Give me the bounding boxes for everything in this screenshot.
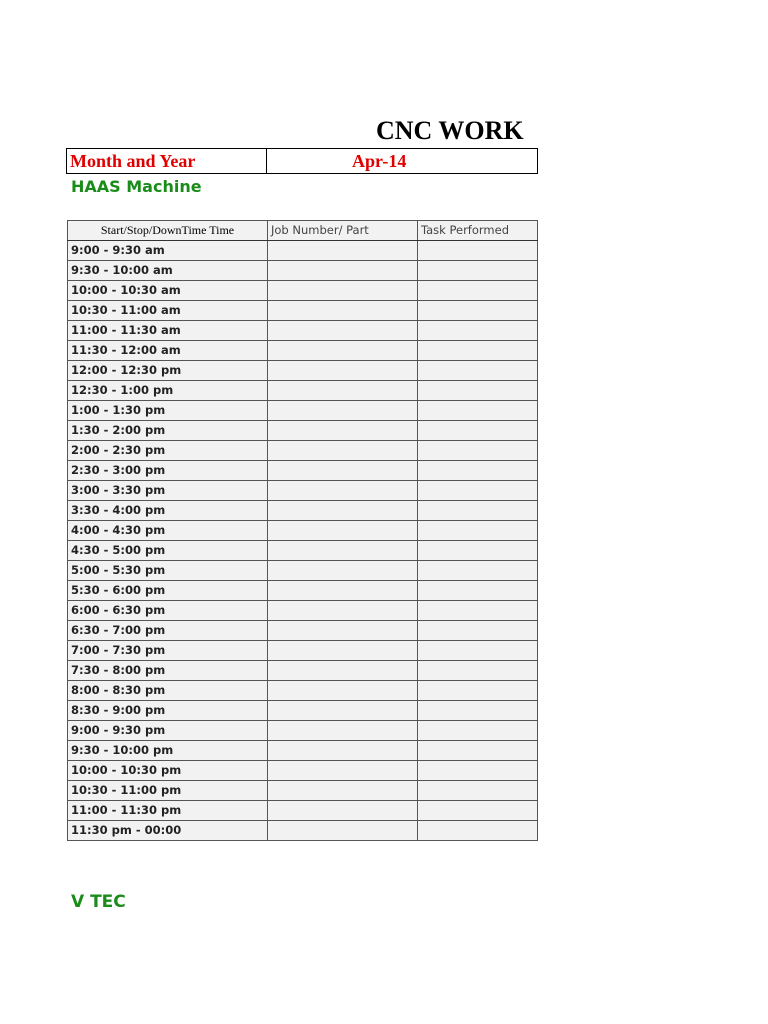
- month-year-label: Month and Year: [67, 149, 267, 174]
- job-number-cell[interactable]: [268, 521, 418, 541]
- task-performed-cell[interactable]: [418, 381, 538, 401]
- table-row: [68, 381, 538, 401]
- table-row: [68, 641, 538, 661]
- task-performed-cell[interactable]: [418, 301, 538, 321]
- table-row: [68, 241, 538, 261]
- column-header-job: Job Number/ Part: [268, 221, 418, 241]
- task-performed-cell[interactable]: [418, 801, 538, 821]
- vtec-machine-heading: V TEC: [71, 892, 126, 912]
- task-performed-cell[interactable]: [418, 661, 538, 681]
- job-number-cell[interactable]: [268, 701, 418, 721]
- table-row: [68, 501, 538, 521]
- task-performed-cell[interactable]: [418, 521, 538, 541]
- table-row: [68, 561, 538, 581]
- table-row: [68, 741, 538, 761]
- time-slot-cell: 11:00 - 11:30 pm: [68, 801, 268, 821]
- table-row: [68, 581, 538, 601]
- task-performed-cell[interactable]: [418, 261, 538, 281]
- table-header-row: [68, 221, 538, 241]
- time-slot-cell: 3:00 - 3:30 pm: [68, 481, 268, 501]
- table-row: [68, 301, 538, 321]
- work-log-body: [68, 241, 538, 841]
- time-slot-cell: 9:00 - 9:30 am: [68, 241, 268, 261]
- job-number-cell[interactable]: [268, 261, 418, 281]
- table-row: [68, 261, 538, 281]
- job-number-cell[interactable]: [268, 461, 418, 481]
- task-performed-cell[interactable]: [418, 601, 538, 621]
- time-slot-cell: 11:30 - 12:00 am: [68, 341, 268, 361]
- job-number-cell[interactable]: [268, 581, 418, 601]
- time-slot-cell: 9:30 - 10:00 am: [68, 261, 268, 281]
- table-row: [68, 421, 538, 441]
- table-row: [68, 281, 538, 301]
- job-number-cell[interactable]: [268, 481, 418, 501]
- job-number-cell[interactable]: [268, 741, 418, 761]
- table-row: [68, 401, 538, 421]
- task-performed-cell[interactable]: [418, 641, 538, 661]
- time-slot-cell: 9:00 - 9:30 pm: [68, 721, 268, 741]
- table-row: [68, 801, 538, 821]
- time-slot-cell: 9:30 - 10:00 pm: [68, 741, 268, 761]
- task-performed-cell[interactable]: [418, 581, 538, 601]
- time-slot-cell: 3:30 - 4:00 pm: [68, 501, 268, 521]
- job-number-cell[interactable]: [268, 781, 418, 801]
- table-row: [68, 721, 538, 741]
- time-slot-cell: 10:30 - 11:00 pm: [68, 781, 268, 801]
- table-row: [68, 701, 538, 721]
- task-performed-cell[interactable]: [418, 421, 538, 441]
- task-performed-cell[interactable]: [418, 361, 538, 381]
- job-number-cell[interactable]: [268, 421, 418, 441]
- time-slot-cell: 10:30 - 11:00 am: [68, 301, 268, 321]
- table-row: [68, 821, 538, 841]
- job-number-cell[interactable]: [268, 621, 418, 641]
- task-performed-cell[interactable]: [418, 761, 538, 781]
- month-year-table: [66, 148, 538, 174]
- time-slot-cell: 8:30 - 9:00 pm: [68, 701, 268, 721]
- job-number-cell[interactable]: [268, 541, 418, 561]
- table-row: [68, 481, 538, 501]
- haas-machine-heading: HAAS Machine: [71, 177, 202, 196]
- task-performed-cell[interactable]: [418, 281, 538, 301]
- time-slot-cell: 6:00 - 6:30 pm: [68, 601, 268, 621]
- table-row: [68, 521, 538, 541]
- time-slot-cell: 4:00 - 4:30 pm: [68, 521, 268, 541]
- table-row: [68, 361, 538, 381]
- task-performed-cell[interactable]: [418, 341, 538, 361]
- job-number-cell[interactable]: [268, 721, 418, 741]
- task-performed-cell[interactable]: [418, 621, 538, 641]
- task-performed-cell[interactable]: [418, 701, 538, 721]
- time-slot-cell: 7:00 - 7:30 pm: [68, 641, 268, 661]
- table-row: [68, 441, 538, 461]
- work-log-table: [67, 220, 538, 841]
- job-number-cell[interactable]: [268, 341, 418, 361]
- time-slot-cell: 7:30 - 8:00 pm: [68, 661, 268, 681]
- task-performed-cell[interactable]: [418, 461, 538, 481]
- time-slot-cell: 10:00 - 10:30 pm: [68, 761, 268, 781]
- table-row: [68, 541, 538, 561]
- job-number-cell[interactable]: [268, 321, 418, 341]
- time-slot-cell: 6:30 - 7:00 pm: [68, 621, 268, 641]
- table-row: [68, 761, 538, 781]
- job-number-cell[interactable]: [268, 301, 418, 321]
- task-performed-cell[interactable]: [418, 741, 538, 761]
- job-number-cell[interactable]: [268, 501, 418, 521]
- table-row: [68, 341, 538, 361]
- time-slot-cell: 1:30 - 2:00 pm: [68, 421, 268, 441]
- time-slot-cell: 11:00 - 11:30 am: [68, 321, 268, 341]
- time-slot-cell: 4:30 - 5:00 pm: [68, 541, 268, 561]
- table-row: [68, 321, 538, 341]
- task-performed-cell[interactable]: [418, 241, 538, 261]
- task-performed-cell[interactable]: [418, 781, 538, 801]
- task-performed-cell[interactable]: [418, 441, 538, 461]
- job-number-cell[interactable]: [268, 761, 418, 781]
- column-header-task: Task Performed: [418, 221, 538, 241]
- time-slot-cell: 2:00 - 2:30 pm: [68, 441, 268, 461]
- table-row: [68, 681, 538, 701]
- job-number-cell[interactable]: [268, 801, 418, 821]
- time-slot-cell: 2:30 - 3:00 pm: [68, 461, 268, 481]
- month-year-value[interactable]: Apr-14: [267, 149, 538, 174]
- job-number-cell[interactable]: [268, 381, 418, 401]
- time-slot-cell: 10:00 - 10:30 am: [68, 281, 268, 301]
- task-performed-cell[interactable]: [418, 821, 538, 841]
- job-number-cell[interactable]: [268, 281, 418, 301]
- time-slot-cell: 8:00 - 8:30 pm: [68, 681, 268, 701]
- document-title: CNC WORK: [376, 116, 524, 145]
- time-slot-cell: 5:00 - 5:30 pm: [68, 561, 268, 581]
- job-number-cell[interactable]: [268, 661, 418, 681]
- job-number-cell[interactable]: [268, 601, 418, 621]
- task-performed-cell[interactable]: [418, 321, 538, 341]
- task-performed-cell[interactable]: [418, 541, 538, 561]
- job-number-cell[interactable]: [268, 561, 418, 581]
- task-performed-cell[interactable]: [418, 481, 538, 501]
- time-slot-cell: 11:30 pm - 00:00: [68, 821, 268, 841]
- column-header-time: Start/Stop/DownTime Time: [68, 221, 268, 241]
- job-number-cell[interactable]: [268, 821, 418, 841]
- job-number-cell[interactable]: [268, 681, 418, 701]
- table-row: [68, 621, 538, 641]
- task-performed-cell[interactable]: [418, 501, 538, 521]
- time-slot-cell: 1:00 - 1:30 pm: [68, 401, 268, 421]
- job-number-cell[interactable]: [268, 241, 418, 261]
- job-number-cell[interactable]: [268, 401, 418, 421]
- task-performed-cell[interactable]: [418, 401, 538, 421]
- job-number-cell[interactable]: [268, 641, 418, 661]
- job-number-cell[interactable]: [268, 441, 418, 461]
- table-row: [68, 461, 538, 481]
- table-row: [68, 601, 538, 621]
- table-row: [68, 661, 538, 681]
- month-year-row: [67, 149, 538, 174]
- task-performed-cell[interactable]: [418, 721, 538, 741]
- task-performed-cell[interactable]: [418, 681, 538, 701]
- table-row: [68, 781, 538, 801]
- time-slot-cell: 5:30 - 6:00 pm: [68, 581, 268, 601]
- task-performed-cell[interactable]: [418, 561, 538, 581]
- time-slot-cell: 12:00 - 12:30 pm: [68, 361, 268, 381]
- time-slot-cell: 12:30 - 1:00 pm: [68, 381, 268, 401]
- job-number-cell[interactable]: [268, 361, 418, 381]
